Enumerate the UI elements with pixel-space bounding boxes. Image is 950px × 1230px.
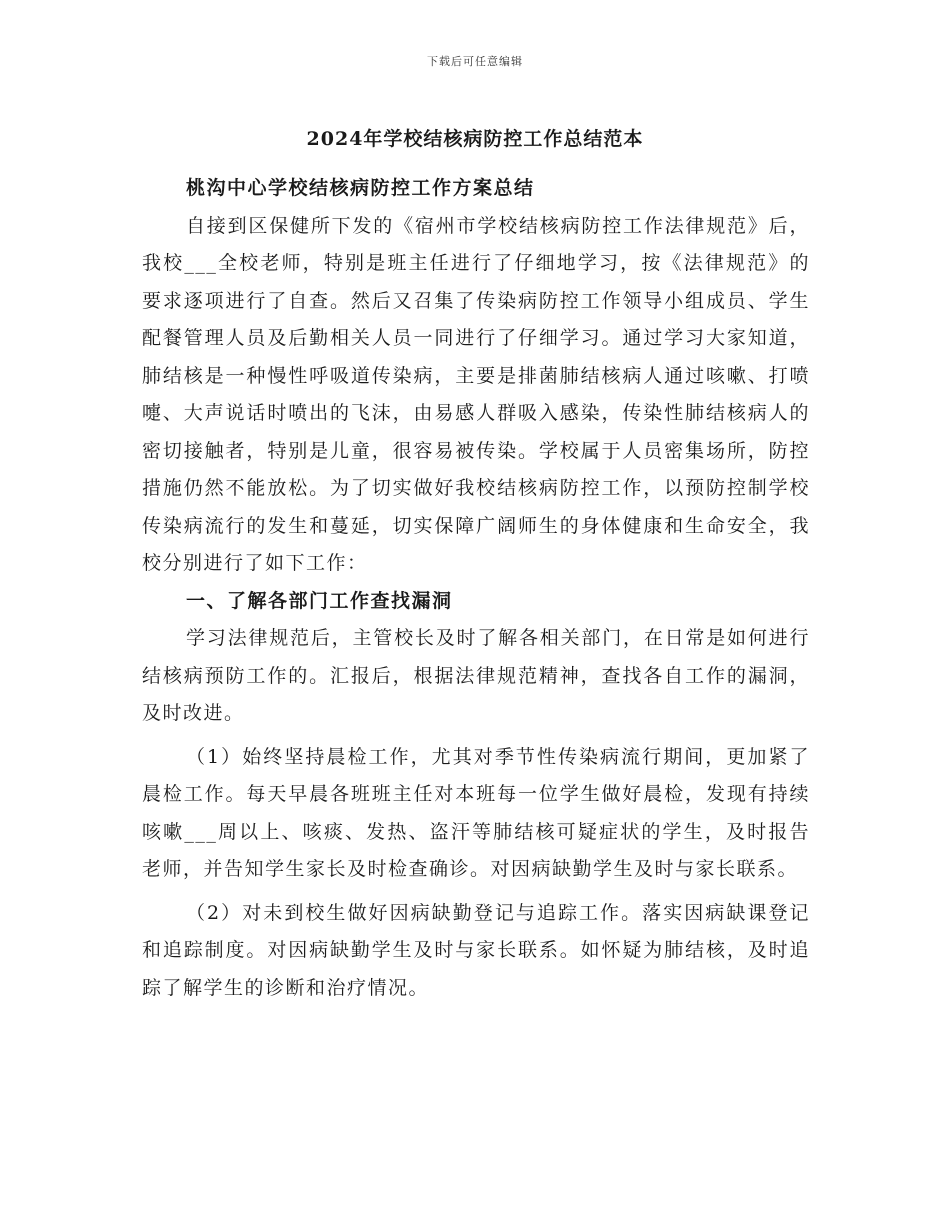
intro-paragraph: 自接到区保健所下发的《宿州市学校结核病防控工作法律规范》后，我校___全校老师，特别是班主任进行了仔细地学习，按《法律规范》的要求逐项进行了自查。然后又召集了传染病防控工作领导小组成员、学生配餐管理人员及后勤相关人员一同进行了仔细学习。通过学习大家知道，肺结核是一种慢性呼吸道传染病，主要是排菌肺结核病人通过咳嗽、打喷嚏、大声说话时喷出的飞沫，由易感人群吸入感染，传染性肺结核病人的密切接触者，特别是儿童，很容易被传染。学校属于人员密集场所，防控措施仍然不能放松。为了切实做好我校结核病防控工作，以预防控制学校传染病流行的发生和蔓延，切实保障广阔师生的身体健康和生命安全，我校分别进行了如下工作： <box>142 214 810 574</box>
list-item-1: （1）始终坚持晨检工作，尤其对季节性传染病流行期间，更加紧了晨检工作。每天早晨各班班主任对本班每一位学生做好晨检，发现有持续咳嗽___周以上、咳痰、发热、盗汗等肺结核可疑症状的学生，及时报告老师，并告知学生家长及时检查确诊。对因病缺勤学生及时与家长联系。 <box>142 745 810 880</box>
list-item-2: （2）对未到校生做好因病缺勤登记与追踪工作。落实因病缺课登记和追踪制度。对因病缺勤学生及时与家长联系。如怀疑为肺结核，及时追踪了解学生的诊断和治疗情况。 <box>142 901 810 999</box>
document-subtitle: 桃沟中心学校结核病防控工作方案总结 <box>186 177 535 199</box>
section-1-heading: 一、了解各部门工作查找漏洞 <box>186 589 453 612</box>
header-note: 下载后可任意编辑 <box>427 55 523 68</box>
document-body <box>142 170 810 1007</box>
section-1-paragraph: 学习法律规范后，主管校长及时了解各相关部门，在日常是如何进行结核病预防工作的。汇报后，根据法律规范精神，查找各自工作的漏洞，及时改进。 <box>142 627 810 724</box>
document-title: 2024年学校结核病防控工作总结范本 <box>306 128 644 150</box>
